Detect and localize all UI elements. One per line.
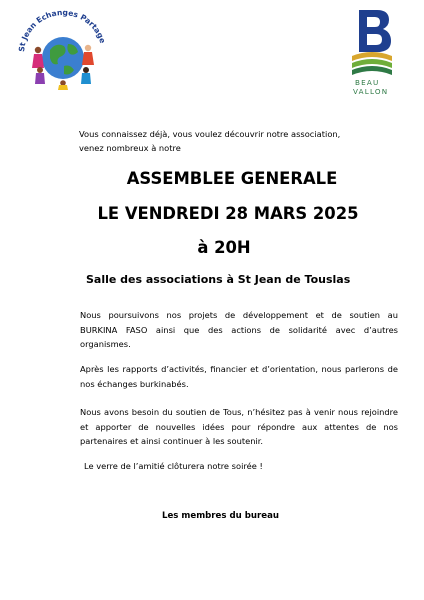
paragraph-line: Après les rapports d’activités, financier et d’orientation, nous parlerons de — [80, 364, 398, 374]
intro-text — [79, 127, 379, 155]
paragraph-line: nos échanges burkinabés. — [80, 378, 189, 389]
globe-icon — [42, 37, 84, 79]
paragraph-line: Nous poursuivons nos projets de développement et de soutien au — [80, 310, 398, 320]
paragraph-line: et apporter de nouvelles idées pour répondre aux attentes de nos — [80, 421, 398, 432]
paragraph-line: BURKINA FASO ainsi que des actions de solidarité avec d’autres — [80, 324, 398, 335]
association-logo — [10, 10, 115, 90]
signature: Les membres du bureau — [162, 511, 279, 521]
paragraph-line: organismes. — [80, 339, 131, 350]
association-ring-text: St Jean Echanges Partage — [17, 10, 108, 53]
paragraph-support — [80, 405, 398, 449]
paragraph-line: Nous avons besoin du soutien de Tous, n’hésitez pas à venir nous rejoindre — [80, 407, 398, 417]
intro-line: venez nombreux à notre — [79, 143, 181, 153]
event-title: ASSEMBLEE GENERALE — [126, 169, 338, 188]
paragraph-closing: Le verre de l’amitié clôturera notre soirée ! — [84, 461, 263, 471]
event-venue: Salle des associations à St Jean de Touslas — [86, 273, 351, 286]
intro-line: Vous connaissez déjà, vous voulez découvrir notre association, — [79, 129, 341, 139]
commune-logo-vallon: VALLON — [353, 87, 389, 96]
event-date: LE VENDREDI 28 MARS 2025 — [97, 204, 359, 223]
commune-logo-beau: BEAU — [355, 78, 380, 87]
paragraph-line: partenaires et ainsi continuer à les soutenir. — [80, 436, 264, 447]
paragraph-reports — [80, 362, 398, 391]
paragraph-projects — [80, 308, 398, 352]
event-time: à 20H — [197, 238, 251, 257]
letter-b-icon — [359, 10, 391, 52]
